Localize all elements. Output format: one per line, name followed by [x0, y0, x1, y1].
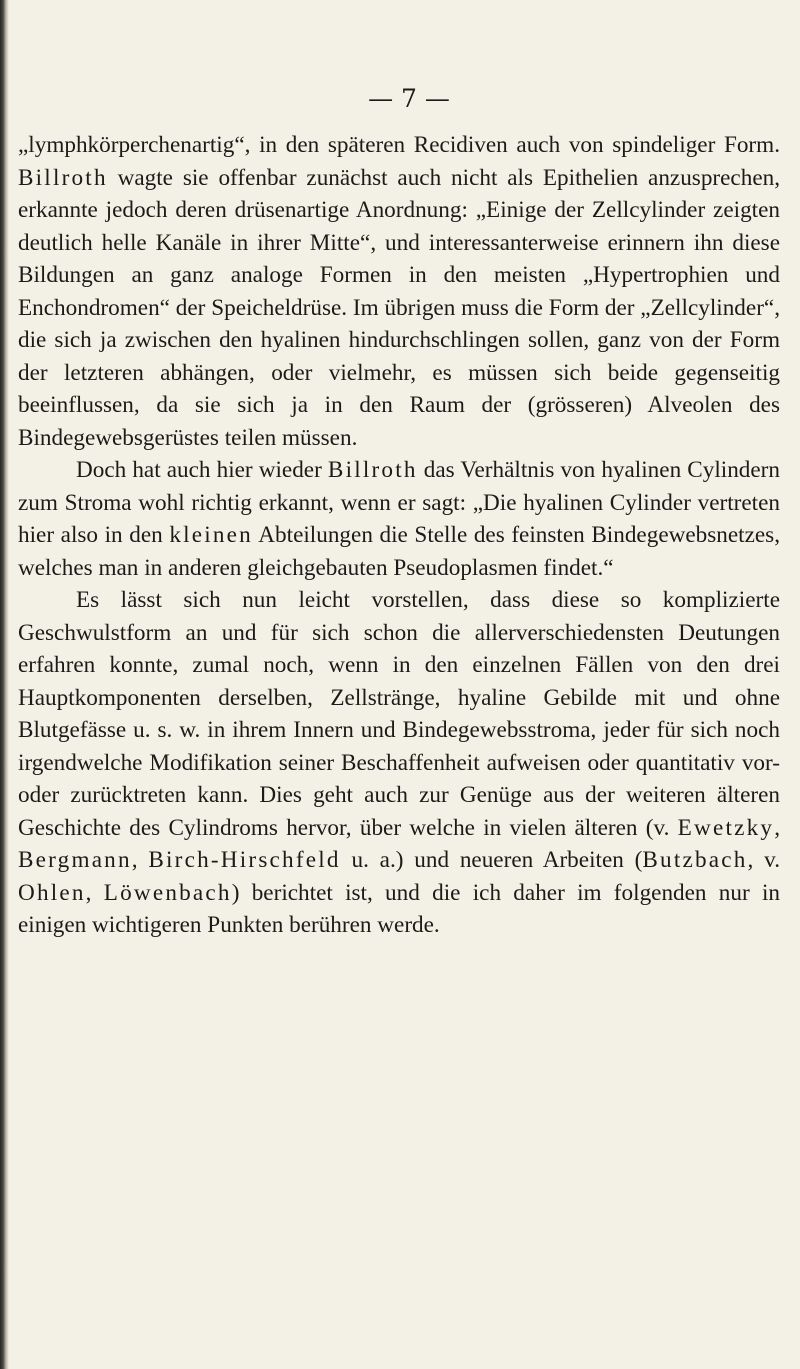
body-text: Abteilungen die Stelle des feinsten Bindegewebsnetzes, welches man in anderen gleichgebauten Pseudoplasmen findet.“	[18, 522, 780, 581]
paragraph-1	[18, 129, 780, 454]
spaced-emphasis-text: Billroth	[18, 164, 108, 191]
spaced-emphasis-text: Ewetzky	[677, 814, 775, 841]
body-text: Doch hat auch hier wieder	[76, 457, 328, 483]
body-text: „lymphkörperchenartig“, in den späteren Recidiven auch von spindeliger Form.	[18, 132, 780, 158]
spaced-emphasis-text: Birch-Hirschfeld	[148, 847, 341, 873]
body-text: ,	[85, 879, 104, 906]
paragraph-3	[18, 584, 780, 942]
spaced-emphasis-text: Billroth	[327, 457, 418, 483]
body-text: ,	[131, 847, 149, 873]
body-text: u. a.) und neueren Arbeiten (	[340, 847, 643, 873]
body-text: ) berichtet ist, und die ich daher im folgenden nur in einigen wichtigeren Punkten berühren werde.	[18, 879, 781, 938]
spaced-emphasis-text: Bergmann	[18, 847, 132, 873]
spaced-emphasis-text: Löwenbach	[103, 879, 232, 906]
spaced-emphasis-text: kleinen	[169, 522, 253, 548]
body-text: das Verhältnis von hyalinen Cylindern zum Stroma wohl richtig erkannt, wenn er sagt: „Die hyalinen Cylinder vertreten hier also in den	[18, 457, 780, 548]
body-text: ,	[774, 814, 780, 841]
body-text: wagte sie offenbar zunächst auch nicht als Epithelien anzusprechen, erkannte jedoch deren drüsenartige Anordnung: „Einige der Zellcylinder zeigten deutlich helle Kanäle in ihrer Mitte“, und interessanterweise erinnern ihn diese Bildungen an ganz analoge Formen in den meisten „Hypertrophien und Enchondromen“ der Speicheldrüse. Im übrigen muss die Form der „Zellcylinder“, die sich ja zwischen den hyalinen hindurchschlingen sollen, ganz von der Form der letzteren abhängen, oder vielmehr, es müssen sich beide gegenseitig beeinflussen, da sie sich ja in den Raum der (grösseren) Alveolen des Bindegewebsgerüstes teilen müssen.	[18, 164, 780, 451]
body-text: Es lässt sich nun leicht vorstellen, dass diese so komplizierte Geschwulstform an und für sich schon die allerverschiedensten Deutungen erfahren konnte, zumal noch, wenn in den einzelnen Fällen von den drei Hauptkomponenten derselben, Zellstränge, hyaline Gebilde mit und ohne Blutgefässe u. s. w. in ihrem Innern und Bindegewebsstroma, jeder für sich noch irgendwelche Modifikation seiner Beschaffenheit aufweisen oder quantitativ vor- oder zurücktreten kann. Dies geht auch zur Genüge aus der weiteren älteren Geschichte des Cylindroms hervor, über welche in vielen älteren (v.	[18, 587, 780, 841]
spaced-emphasis-text: Ohlen	[18, 879, 86, 906]
spaced-emphasis-text: Butzbach	[642, 847, 748, 873]
document-page	[18, 84, 780, 1284]
body-text: , v.	[747, 847, 781, 873]
scan-binding-edge	[0, 0, 9, 1369]
paragraph-2	[18, 454, 780, 584]
page-number: — 7 —	[368, 84, 450, 113]
